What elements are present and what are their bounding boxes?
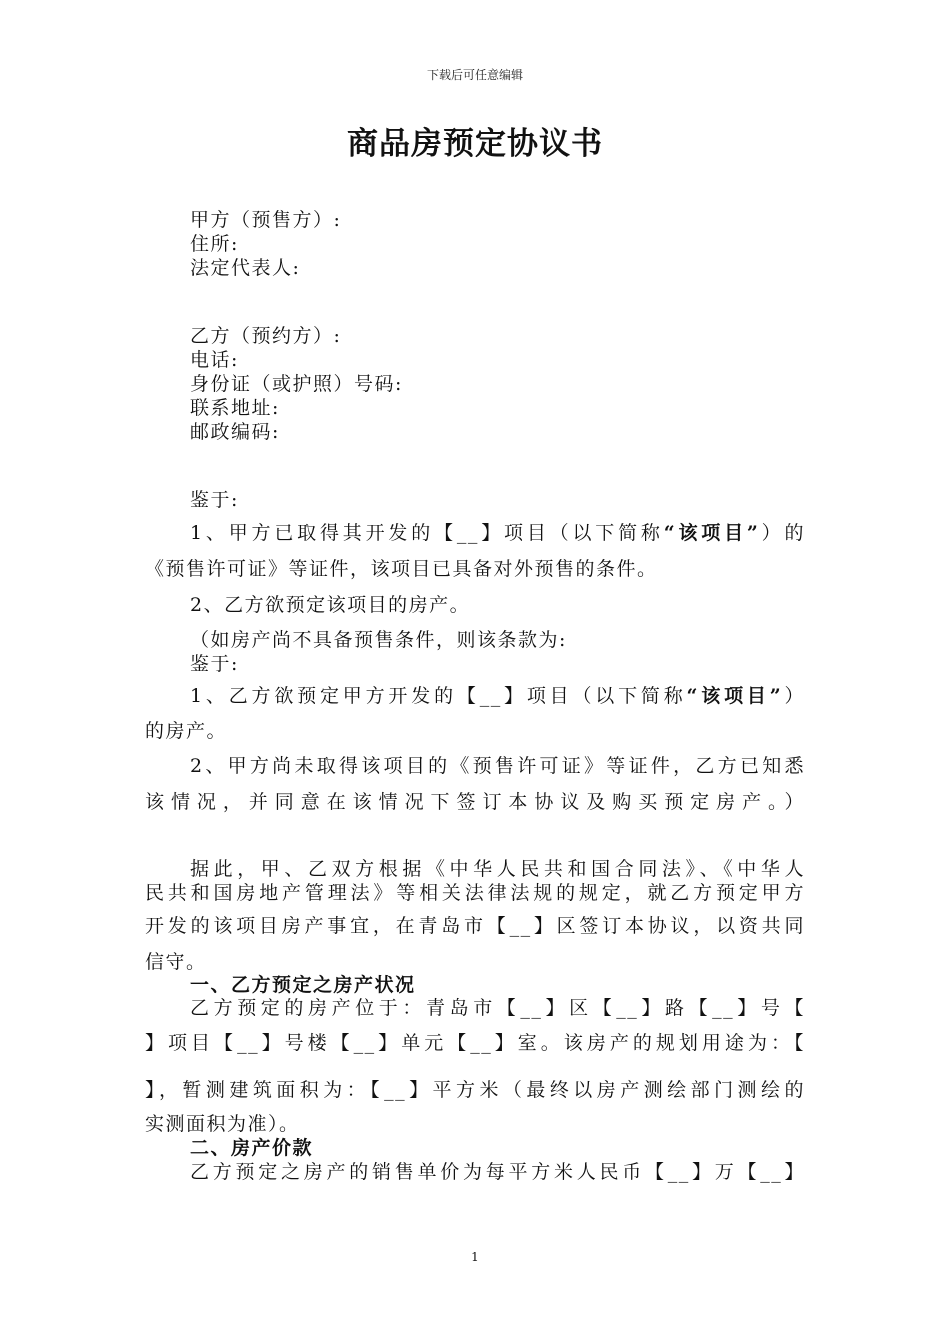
alternative-intro: （如房产尚不具备预售条件，则该条款为: [190,629,567,651]
alt-clause-1-text: 1、乙方欲预定甲方开发的【__】项目（以下简称 [190,685,687,707]
alternative-clause-2-line1: 2、甲方尚未取得该项目的《预售许可证》等证件，乙方已知悉 [190,755,805,777]
section-1-line-4: 实测面积为准）。 [145,1113,300,1135]
whereas-clause-1-line2: 《预售许可证》等证件，该项目已具备对外预售的条件。 [145,558,658,580]
project-term-bold: “该项目” [686,685,783,707]
whereas-clause-1 [190,521,805,545]
section-2-line-1: 乙方预定之房产的销售单价为每平方米人民币【__】万【__】 [190,1161,805,1183]
clause-1-tail: ）的 [759,522,805,544]
section-1-line-3: 】，暂测建筑面积为：【__】平方米（最终以房产测绘部门测绘的 [145,1079,805,1101]
alternative-clause-1 [190,684,805,708]
whereas-label: 鉴于: [190,489,239,511]
party-b-contact-address: 联系地址: [190,397,280,419]
basis-line-3: 开发的该项目房产事宜，在青岛市【__】区签订本协议，以资共同 [145,915,805,937]
alt-clause-1-tail: ） [782,685,805,707]
section-1-line-2: 】项目【__】号楼【__】单元【__】室。该房产的规划用途为：【 [145,1032,805,1054]
party-b-id-number: 身份证（或护照）号码: [190,373,403,395]
page-number: 1 [471,1250,479,1264]
basis-line-4: 信守。 [145,951,207,973]
document-title: 商品房预定协议书 [347,126,603,162]
party-a-representative: 法定代表人: [190,257,301,279]
whereas-clause-2: 2、乙方欲预定该项目的房产。 [190,594,471,616]
party-b-postcode: 邮政编码: [190,421,280,443]
alternative-clause-1-line2: 的房产。 [145,720,228,742]
section-2-heading: 二、房产价款 [190,1137,314,1159]
header-note: 下载后可任意编辑 [426,68,523,82]
alternative-clause-2-line2: 该情况，并同意在该情况下签订本协议及购买预定房产。） [145,791,805,813]
party-b-label: 乙方（预约方）: [190,325,342,347]
basis-line-2: 民共和国房地产管理法》等相关法律法规的规定，就乙方预定甲方 [145,882,805,904]
section-1-heading: 一、乙方预定之房产状况 [190,974,416,996]
alternative-whereas-label: 鉴于: [190,653,239,675]
section-1-line-1: 乙方预定的房产位于：青岛市【__】区【__】路【__】号【 [190,997,805,1019]
party-a-label: 甲方（预售方）: [190,209,342,231]
party-b-phone: 电话: [190,349,239,371]
party-a-address: 住所: [190,233,239,255]
clause-1-text: 1、甲方已取得其开发的【__】项目（以下简称 [190,522,664,544]
project-term-bold: “该项目” [663,522,760,544]
basis-line-1: 据此，甲、乙双方根据《中华人民共和国合同法》、《中华人 [190,858,805,880]
